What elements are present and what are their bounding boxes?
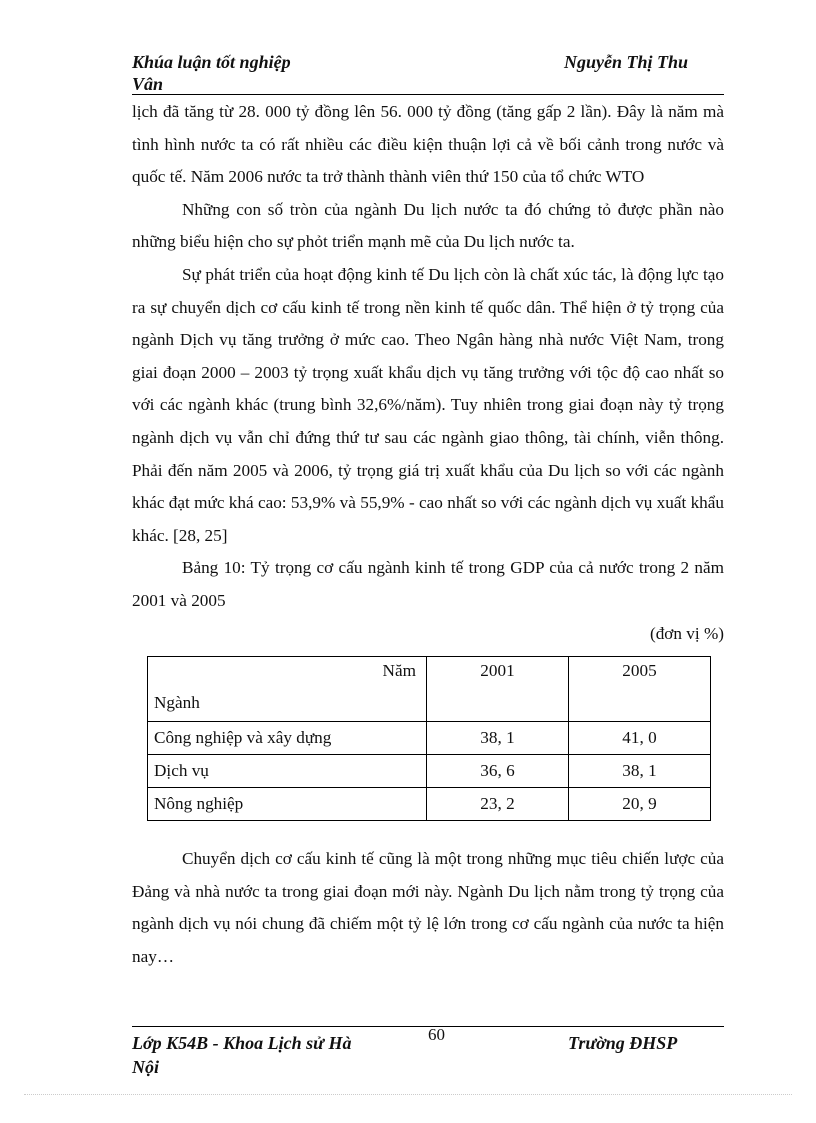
- page-bottom-dotted-line: [24, 1094, 792, 1095]
- header-author-name-cont: Vân: [132, 74, 164, 94]
- header-thesis-title: Khúa luận tốt nghiệp: [132, 52, 291, 72]
- row-value-2005: 38, 1: [568, 755, 710, 788]
- header-rule: [132, 94, 724, 95]
- table-row: [148, 788, 711, 821]
- row-sector: Dịch vụ: [148, 755, 427, 788]
- table-header-row: [148, 657, 711, 722]
- paragraph-3: Sự phát triển của hoạt động kinh tế Du lịch còn là chất xúc tác, là động lực tạo ra sự chuyển dịch cơ cấu kinh tế trong nền kinh tế quốc dân. Thể hiện ở tỷ trọng của ngành Dịch vụ tăng trưởng ở mức cao. Theo Ngân hàng nhà nước Việt Nam, trong giai đoạn 2000 – 2003 tỷ trọng xuất khẩu dịch vụ tăng trưởng với tộc độ cao nhất so với các ngành khác (trung bình 32,6%/năm). Tuy nhiên trong giai đoạn này tỷ trọng ngành dịch vụ vẫn chỉ đứng thứ tư sau các ngành giao thông, tài chính, viễn thông. Phải đến năm 2005 và 2006, tỷ trọng giá trị xuất khẩu của Du lịch so với các ngành khác đạt mức khá cao: 53,9% và 55,9% - cao nhất so với các ngành dịch vụ xuất khẩu khác. [28, 25]: [132, 264, 724, 545]
- closing-paragraph: Chuyển dịch cơ cấu kinh tế cũng là một trong những mục tiêu chiến lược của Đảng và nhà nước ta trong giai đoạn mới này. Ngành Du lịch nằm trong tỷ trọng của ngành dịch vụ nói chung đã chiếm một tỷ lệ lớn trong cơ cấu ngành của nước ta hiện nay…: [132, 849, 724, 966]
- paragraph-1: lịch đã tăng từ 28. 000 tỷ đồng lên 56. 000 tỷ đồng (tăng gấp 2 lần). Đây là năm mà tình hình nước ta có rất nhiều các điều kiện thuận lợi cả về bối cảnh trong nước và quốc tế. Năm 2006 nước ta trở thành thành viên thứ 150 của tổ chức WTO: [132, 102, 724, 187]
- unit-note: (đơn vị %): [649, 623, 724, 643]
- page-number: 60: [428, 1025, 445, 1044]
- row-sector: Nông nghiệp: [148, 788, 427, 821]
- footer-university: Trường ĐHSP: [568, 1033, 678, 1053]
- row-value-2001: 23, 2: [426, 788, 568, 821]
- table-corner-cell: [148, 657, 427, 722]
- table-row: [148, 722, 711, 755]
- page-header: [132, 50, 724, 96]
- row-value-2001: 38, 1: [426, 722, 568, 755]
- row-value-2005: 20, 9: [568, 788, 710, 821]
- header-year-2005: 2005: [568, 657, 710, 722]
- table-row: [148, 755, 711, 788]
- row-sector: Công nghiệp và xây dựng: [148, 722, 427, 755]
- table-caption: Bảng 10: Tỷ trọng cơ cấu ngành kinh tế trong GDP của cả nước trong 2 năm 2001 và 2005: [132, 558, 724, 610]
- header-year-label: Năm: [382, 661, 416, 681]
- header-author-name: Nguyễn Thị Thu: [564, 52, 689, 72]
- header-year-2001: 2001: [426, 657, 568, 722]
- header-sector-label: Ngành: [154, 693, 200, 713]
- footer-class-faculty: Lớp K54B - Khoa Lịch sử Hà Nội: [132, 1033, 352, 1077]
- paragraph-2: Những con số tròn của ngành Du lịch nước ta đó chứng tỏ được phần nào những biểu hiện cho sự phỏt triển mạnh mẽ của Du lịch nước ta.: [132, 199, 724, 252]
- gdp-structure-table: [147, 656, 711, 821]
- row-value-2001: 36, 6: [426, 755, 568, 788]
- row-value-2005: 41, 0: [568, 722, 710, 755]
- page-body: [132, 96, 724, 973]
- page-footer: [132, 1024, 724, 1080]
